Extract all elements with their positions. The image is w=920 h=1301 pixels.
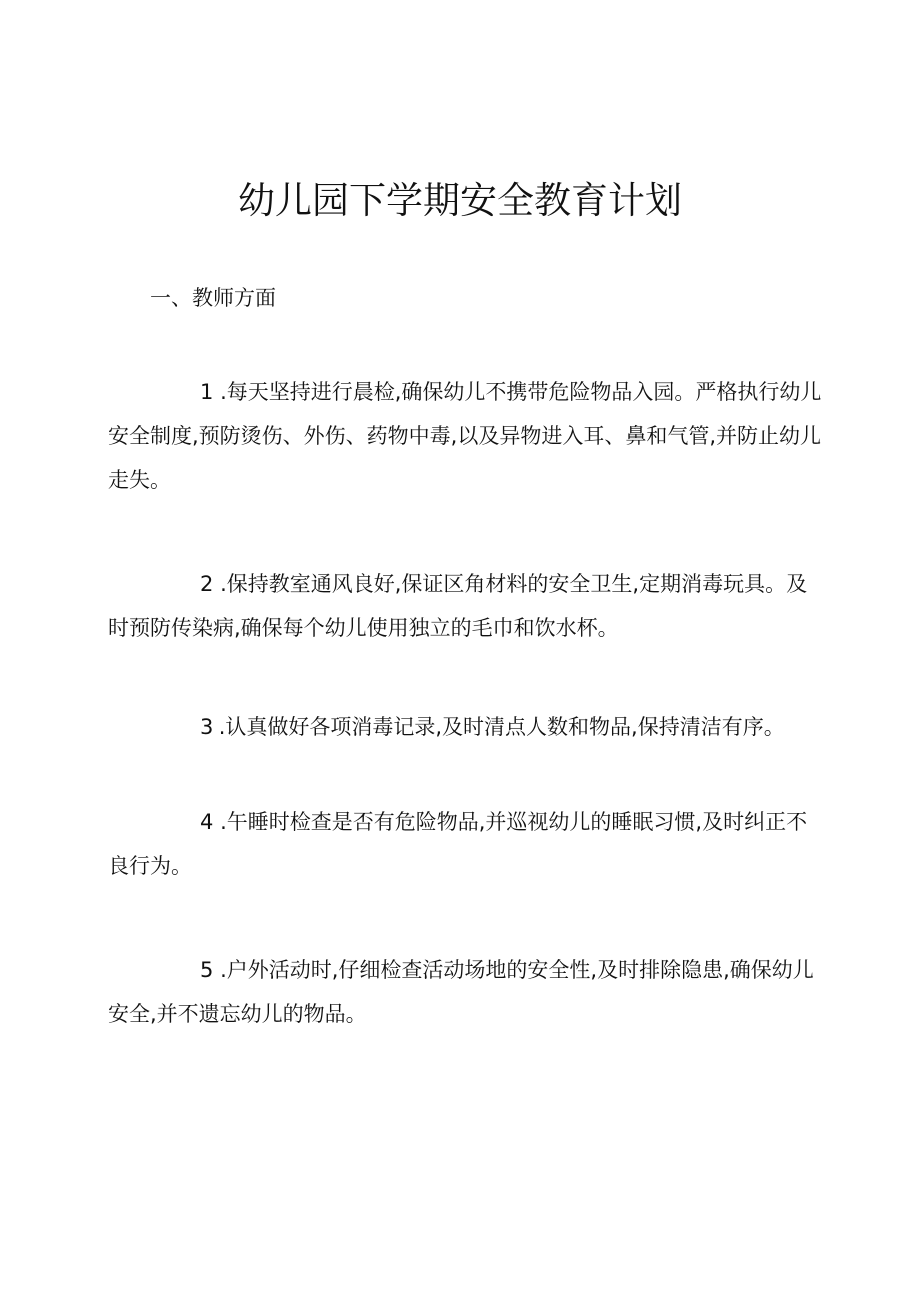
list-item [108,705,822,749]
list-item [108,948,822,1036]
item-number: 4 [200,810,214,834]
item-number: 1 [200,380,214,404]
document-title: 幼儿园下学期安全教育计划 [238,179,682,222]
item-text: .保持教室通风良好,保证区角材料的安全卫生,定期消毒玩具。及时预防传染病,确保每个幼儿使用独立的毛巾和饮水杯。 [108,572,808,640]
section-heading: 一、教师方面 [150,286,276,310]
list-item [108,562,822,650]
item-text: .认真做好各项消毒记录,及时清点人数和物品,保持清洁有序。 [218,715,785,739]
item-text: .户外活动时,仔细检查活动场地的安全性,及时排除隐患,确保幼儿安全,并不遗忘幼儿的物品。 [108,958,814,1026]
item-number: 2 [200,572,214,596]
list-item [108,800,822,888]
item-text: .每天坚持进行晨检,确保幼儿不携带危险物品入园。严格执行幼儿安全制度,预防烫伤、外伤、药物中毒,以及异物进入耳、鼻和气管,并防止幼儿走失。 [108,380,822,492]
item-number: 5 [200,958,214,982]
item-number: 3 [200,715,214,739]
list-item [108,370,822,502]
item-text: .午睡时检查是否有危险物品,并巡视幼儿的睡眠习惯,及时纠正不良行为。 [108,810,808,878]
